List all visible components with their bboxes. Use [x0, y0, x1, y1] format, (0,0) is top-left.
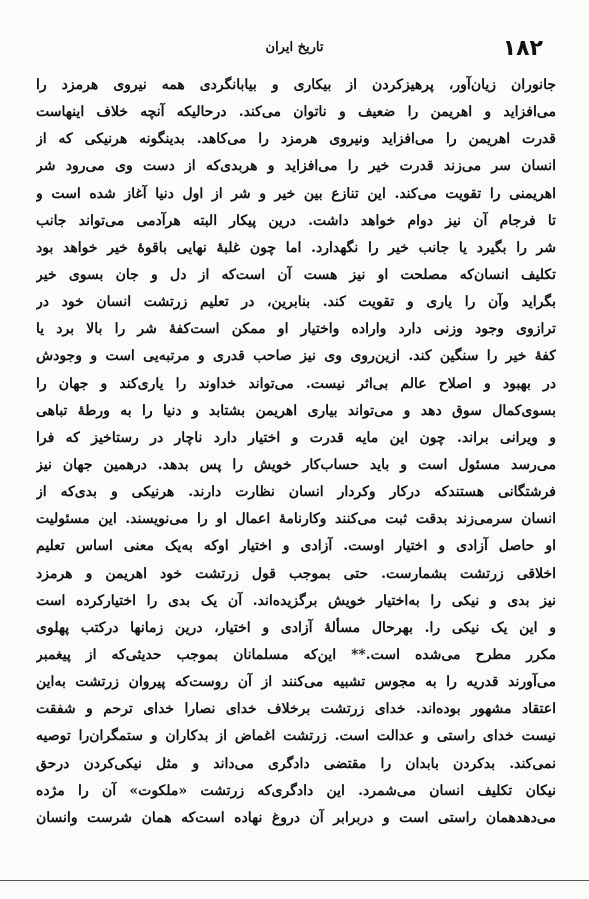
text-line: بسوی‌کمال سوق دهد و می‌تواند بیاری اهریمن بشتابد و دنیا را به ورطهٔ تباهی	[36, 402, 556, 419]
text-line: تا فرجام آن نیز دوام خواهد داشت. درین پیکار البته هرآدمی می‌تواند جانب	[36, 212, 556, 229]
text-line: نیکان تکلیف انسان می‌شمرد. این دادگری‌که زرتشت «ملکوت» آن را مژده	[36, 782, 556, 799]
text-line: ترازوی وجود وزنی دارد واراده واختیار او ممکن است‌کفهٔ شر را بالا برد یا	[36, 321, 556, 338]
text-line: نیست خدای راستی و عدالت است. زرتشت اغماض از بدکاران و ستمگران‌را توصیه	[36, 728, 556, 745]
text-line: شر را بگیرد یا جانب خیر را نگهدارد. اما چون غلبهٔ نهایی باقوهٔ خیر خواهد بود	[36, 239, 556, 256]
text-line: در بهبود و اصلاح عالم بی‌اثر نیست. می‌تواند خداوند را یاری‌کند و جهان را	[36, 375, 556, 392]
text-line: می‌آورند قدریه را به مجوس تشبیه می‌کنند از آن روست‌که پیروان زرتشت به‌این	[36, 674, 556, 691]
text-line: انسان سر می‌زند قدرت خیر را می‌افزاید و هربدی‌که از دست وی می‌رود شر	[36, 158, 556, 175]
text-line: مکرر مطرح می‌شده است.** این‌که مسلمانان بموجب حدیثی‌که از پیغمبر	[36, 646, 556, 663]
text-line: می‌رسد مسئول است و باید حساب‌کار خویش را پس بدهد. درهمین جهان نیز	[36, 456, 556, 473]
text-line: او حاصل آزادی و اختیار اوست. آزادی و اختیار او‌که به‌یک معنی اساس تعلیم	[36, 538, 556, 555]
page-header	[40, 28, 549, 68]
text-line: می‌افزاید و اهریمن را ضعیف و ناتوان می‌کند. درحالیکه آنچه خلاف اینهاست	[36, 104, 556, 121]
text-line: فرشتگانی هستند‌که درکار وکردار انسان نظارت دارند. هرنیکی و بدی‌که از	[36, 484, 556, 501]
text-line: نیز بدی و نیکی را به‌اختیار خویش برگزیده‌اند. آن یک بدی را اختیارکرده است	[36, 592, 556, 609]
text-line: انسان سرمی‌زند بدقت ثبت می‌کنند وکارنامهٔ اعمال او را می‌نویسند. این مسئولیت	[36, 511, 556, 528]
text-line: و ویرانی براند. چون این مایه قدرت و اختیار دارد ناچار در رستاخیز که فرا	[36, 429, 556, 446]
body-text	[36, 72, 556, 832]
text-line: و این یک نیکی را. بهرحال مسألهٔ آزادی و اختیار، درین زمانها درکتب پهلوی	[36, 619, 556, 636]
text-line: تکلیف انسان‌که مصلحت او نیز هست آن است‌که از دل و جان بسوی خیر	[36, 266, 556, 283]
text-line: اهریمنی را تقویت می‌کند. این تنازع بین خیر و شر از اول دنیا آغاز شده است و	[36, 185, 556, 202]
running-title: تاریخ ایران	[265, 40, 324, 55]
text-line: می‌دهدهمان راستی است و دربرابر آن دروغ نهاده است‌که همان شرست وانسان	[36, 809, 556, 826]
text-line: جانوران زیان‌آور، پرهیزکردن از بیکاری و بیابانگردی همه نیروی هرمزد را	[36, 77, 556, 93]
text-line: قدرت اهریمن را می‌افزاید ونیروی هرمزد را می‌کاهد. بدینگونه هرنیکی که از	[36, 131, 556, 148]
text-line: بگراید وآن را یاری و تقویت کند. بنابرین، در تعلیم زرتشت انسان خود در	[36, 294, 556, 311]
text-line: کفهٔ خیر را سنگین کند. ازین‌روی وی نیز صاحب قدری و مرتبه‌یی است و وجودش	[36, 348, 556, 365]
bottom-rule	[0, 880, 589, 881]
text-line: اخلاقی زرتشت بشمارست. حتی بموجب قول زرتشت خود اهریمن و هرمزد	[36, 565, 556, 582]
text-line: نمی‌کند. بدکردن بابدان را مقتضی دادگری می‌داند و مثل نیکی‌کردن درحق	[36, 755, 556, 772]
page-number: ۱۸۲	[502, 36, 543, 61]
text-line: اعتقاد مشهور بوده‌اند. خدای زرتشت برخلاف خدای نصارا خدای ترحم و شفقت	[36, 701, 556, 718]
